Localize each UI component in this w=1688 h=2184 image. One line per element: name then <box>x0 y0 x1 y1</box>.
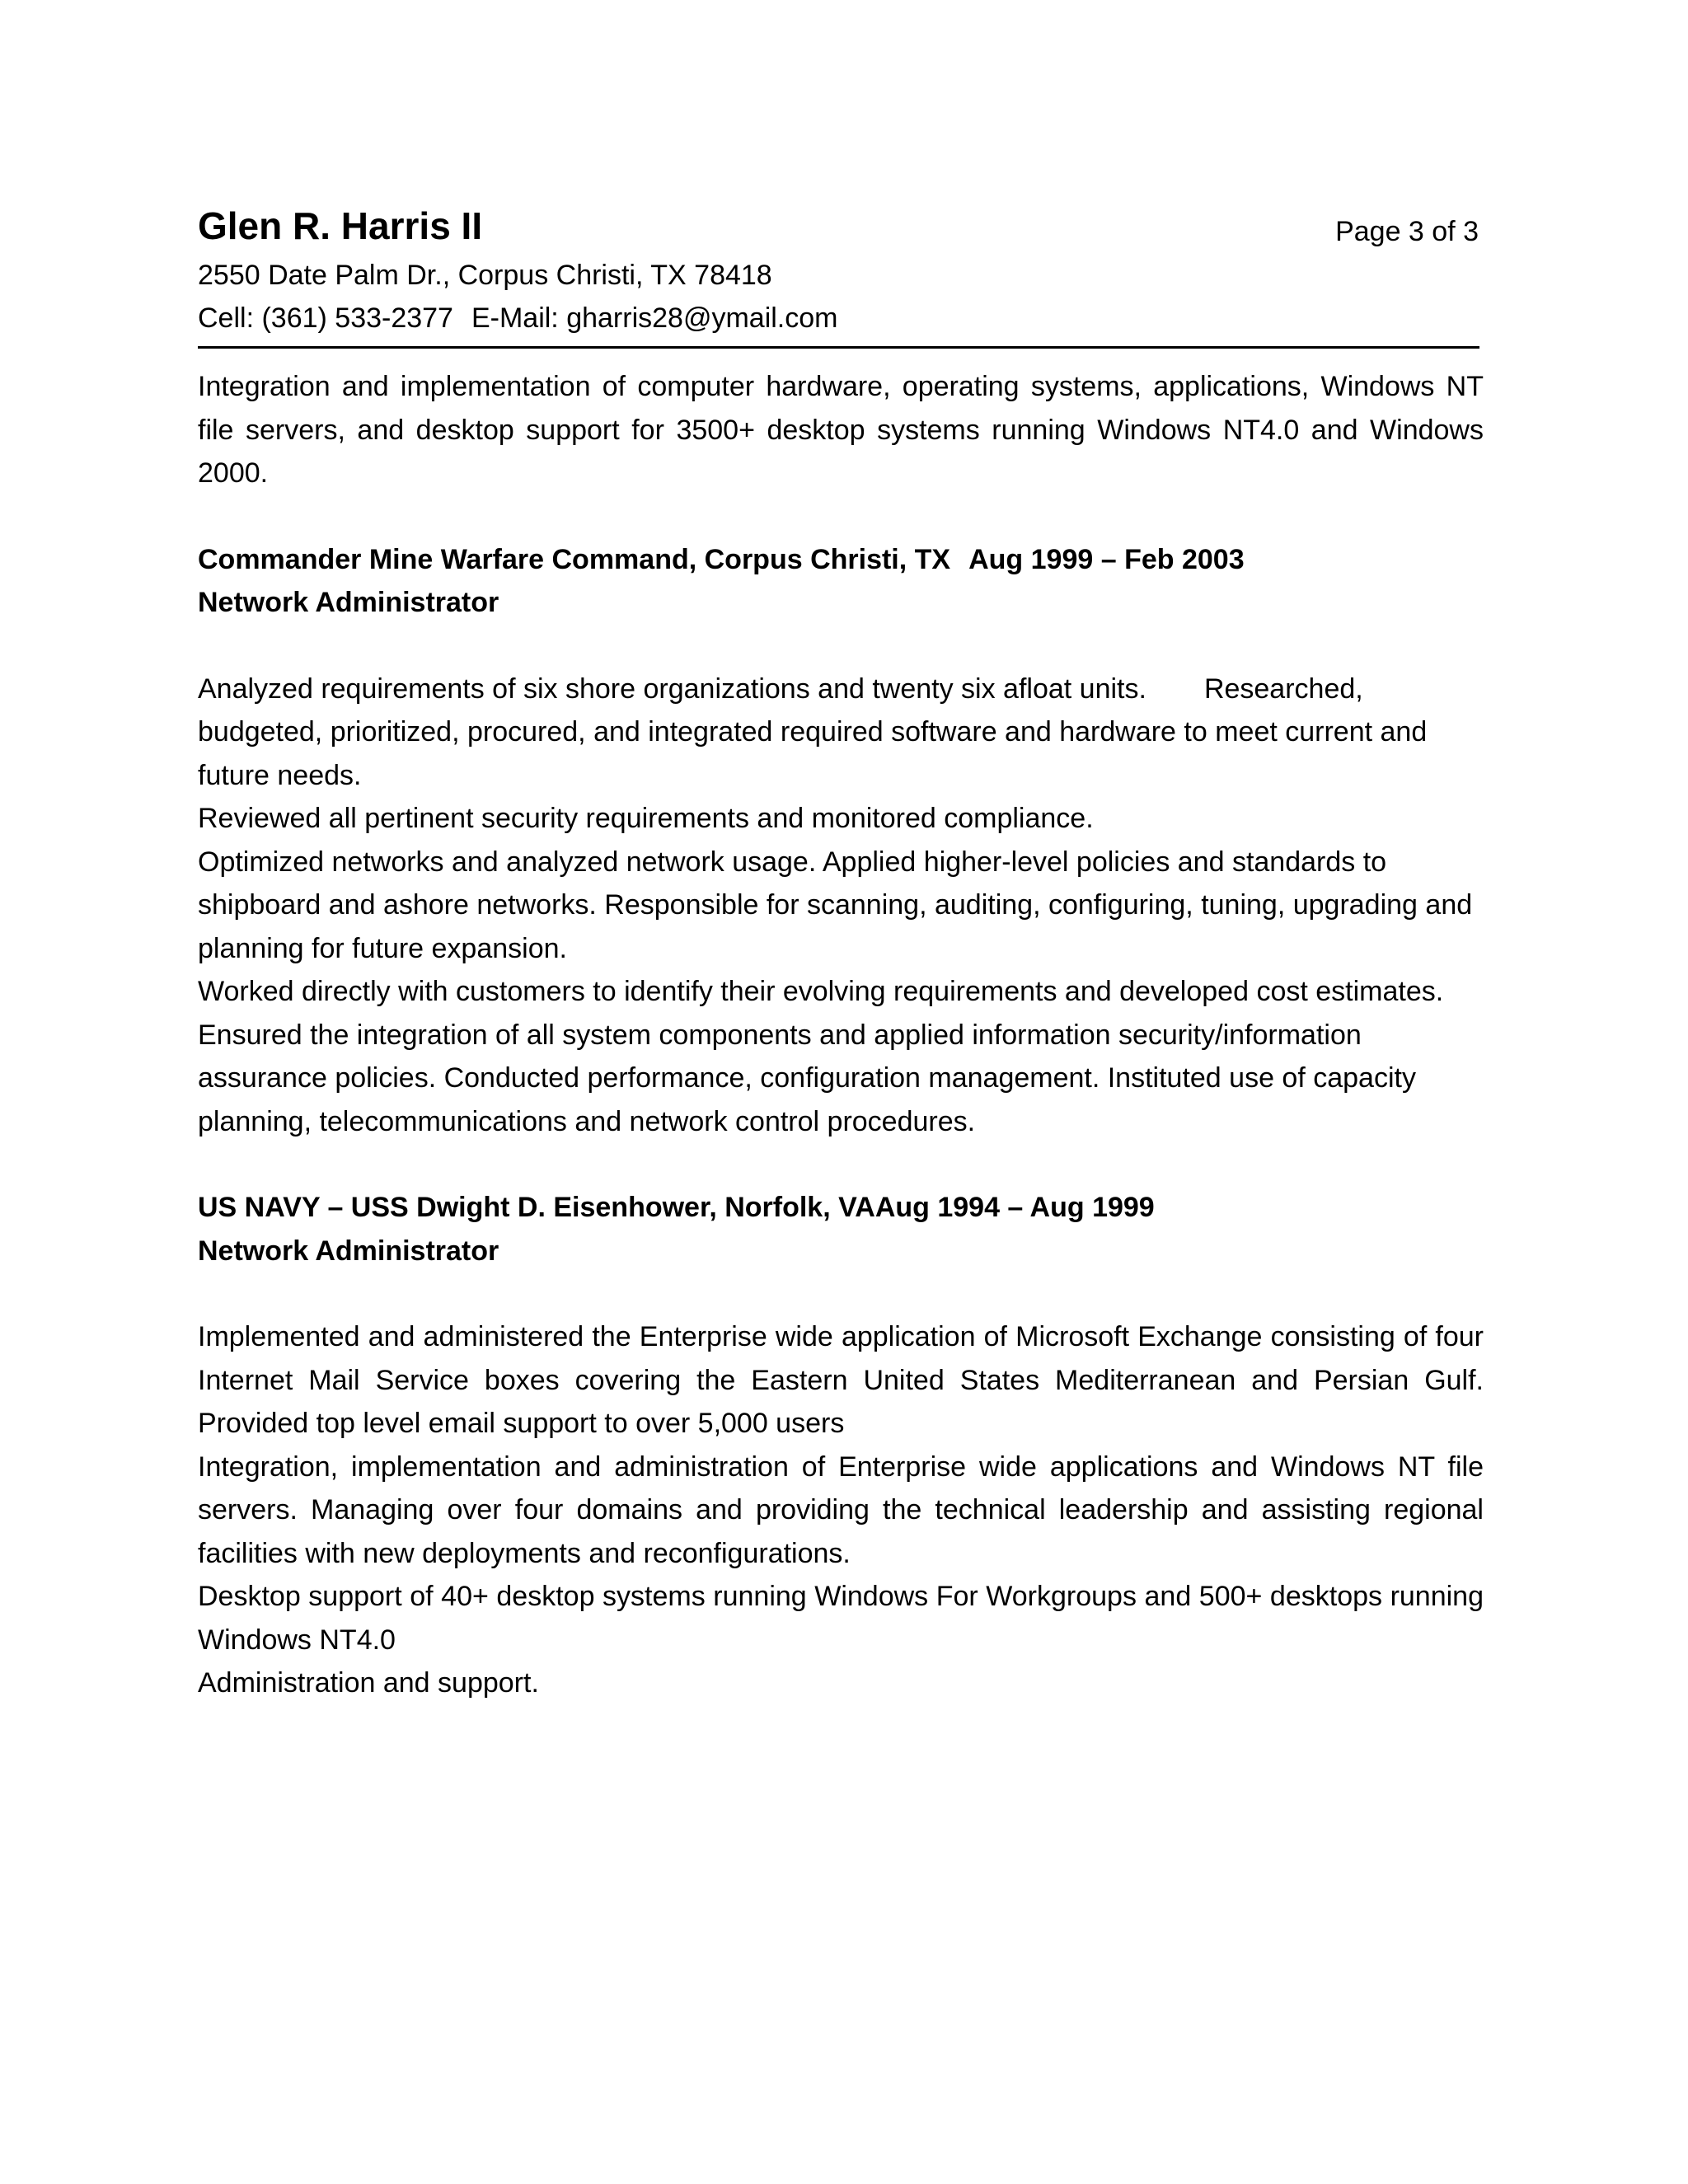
job1-paragraph-2: Reviewed all pertinent security requirements and monitored compliance. <box>198 803 1094 834</box>
contact-line <box>198 297 1484 340</box>
job2-paragraph-4: Administration and support. <box>198 1667 539 1699</box>
job1-paragraph-5: Ensured the integration of all system components and applied information security/information assurance policies. Conducted performance, configuration management. Instituted use of capacity planning, telecommunications and network control procedures. <box>198 1019 1416 1137</box>
resume-page <box>198 198 1484 1705</box>
job1-heading <box>198 538 1484 582</box>
job1-title: Network Administrator <box>198 587 499 618</box>
job1-dates: Aug 1999 – Feb 2003 <box>968 543 1245 575</box>
job1-employer: Commander Mine Warfare Command, Corpus Christi, TX <box>198 543 951 575</box>
candidate-name: Glen R. Harris II <box>198 204 483 247</box>
job1-paragraph-3: Optimized networks and analyzed network usage. Applied higher-level policies and standards to shipboard and ashore networks. Responsible for scanning, auditing, configuring, tuning, upgrading and planning for future expansion. <box>198 846 1473 964</box>
page-number: Page 3 of 3 <box>1335 216 1479 247</box>
cell-phone: Cell: (361) 533-2377 <box>198 302 453 334</box>
job1-paragraph-1 <box>198 668 1484 798</box>
job2-dates: Aug 1994 – Aug 1999 <box>874 1192 1155 1223</box>
job2-paragraph-2: Integration, implementation and administration of Enterprise wide applications and Windows NT file servers. Managing over four domains and providing the technical leadership and assisting regional facilities with new deployments and reconfigurations. <box>198 1451 1484 1569</box>
job2-paragraph-3: Desktop support of 40+ desktop systems running Windows For Workgroups and 500+ desktops running Windows NT4.0 <box>198 1581 1484 1656</box>
job2-title: Network Administrator <box>198 1235 499 1267</box>
resume-header <box>198 198 1484 254</box>
job1-paragraph-4: Worked directly with customers to identify their evolving requirements and developed cost estimates. <box>198 976 1444 1007</box>
intro-paragraph: Integration and implementation of computer hardware, operating systems, applications, Windows NT file servers, and desktop support for 3500+ desktop systems running Windows NT4.0 and Windows 2000. <box>198 371 1484 489</box>
job2-paragraph-1: Implemented and administered the Enterprise wide application of Microsoft Exchange consisting of four Internet Mail Service boxes covering the Eastern United States Mediterranean and Persian Gulf. Provided top level email support to over 5,000 users <box>198 1321 1484 1439</box>
header-divider <box>198 346 1479 349</box>
job1-p1b: Researched, budgeted, prioritized, procured, and integrated required software and hardware to meet current and future needs. <box>198 673 1428 791</box>
job1-p1a: Analyzed requirements of six shore organizations and twenty six afloat units. <box>198 673 1146 705</box>
email: E-Mail: gharris28@ymail.com <box>471 302 838 334</box>
job2-employer: US NAVY – USS Dwight D. Eisenhower, Norfolk, VA <box>198 1192 875 1223</box>
address: 2550 Date Palm Dr., Corpus Christi, TX 78418 <box>198 260 772 291</box>
job2-heading <box>198 1186 1484 1230</box>
